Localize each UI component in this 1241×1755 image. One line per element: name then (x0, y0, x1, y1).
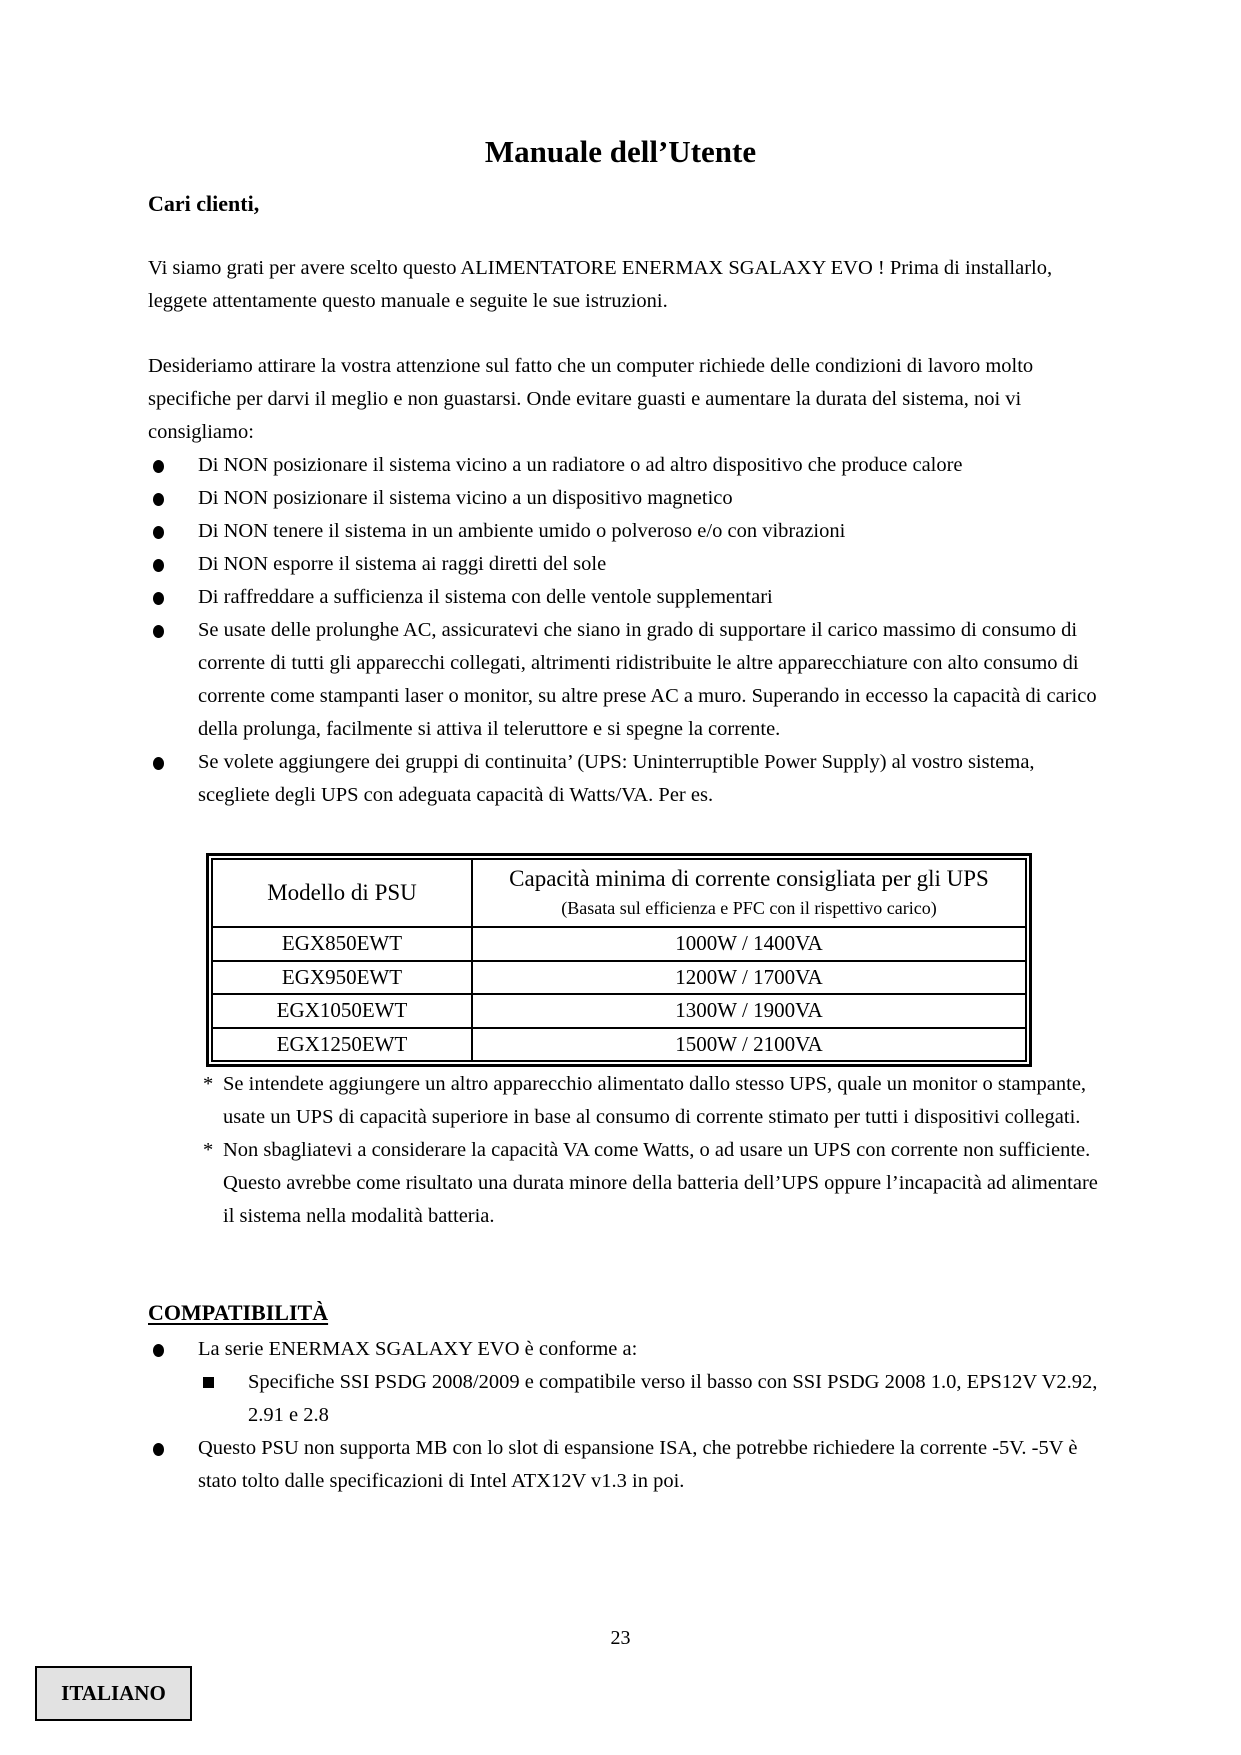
model-cell: EGX1250EWT (212, 1028, 472, 1062)
bullet-icon (153, 625, 164, 638)
asterisk-marker: * (203, 1073, 214, 1095)
ups-capacity-table (206, 853, 1032, 1067)
bullet-icon (153, 1443, 164, 1456)
bullet-icon (153, 592, 164, 605)
list-item: Di NON posizionare il sistema vicino a un dispositivo magnetico (148, 482, 1108, 515)
note-item: * Non sbagliatevi a considerare la capacità VA come Watts, o ad usare un UPS con corrente non sufficiente. Questo avrebbe come risultato una durata minore della batteria dell’UPS oppure l’incapacità ad alimentare il sistema nella modalità batteria. (203, 1134, 1103, 1233)
list-item: Se usate delle prolunghe AC, assicuratevi che siano in grado di supportare il carico massimo di consumo di corrente di tutti gli apparecchi collegati, altrimenti ridistribuite le altre apparecchiature con alto consumo di corrente come stampanti laser o monitor, su altre prese AC a muro. Superando in eccesso la capacità di carico della prolunga, facilmente si attiva il teleruttore e si spegne la corrente. (148, 614, 1108, 746)
capacity-cell: 1000W / 1400VA (472, 927, 1026, 961)
capacity-cell: 1500W / 2100VA (472, 1028, 1026, 1062)
intro-paragraph: Vi siamo grati per avere scelto questo ALIMENTATORE ENERMAX SGALAXY EVO ! Prima di installarlo, leggete attentamente questo manuale e seguite le sue istruzioni. (148, 257, 1053, 312)
list-item: Di NON tenere il sistema in un ambiente umido o polveroso e/o con vibrazioni (148, 515, 1108, 548)
bullet-icon (153, 460, 164, 473)
asterisk-marker: * (203, 1139, 214, 1161)
compatibility-list (148, 1333, 1108, 1498)
compatibility-heading: COMPATIBILITÀ (148, 1300, 329, 1325)
notes-list (203, 1068, 1103, 1233)
model-cell: EGX1050EWT (212, 994, 472, 1028)
page-title: Manuale dell’Utente (484, 134, 757, 169)
bullet-icon (153, 757, 164, 770)
list-item: Di NON posizionare il sistema vicino a un radiatore o ad altro dispositivo che produce calore (148, 449, 1108, 482)
greeting: Cari clienti, (148, 191, 260, 216)
capacity-cell: 1300W / 1900VA (472, 994, 1026, 1028)
table-row (212, 927, 1026, 961)
list-item: La serie ENERMAX SGALAXY EVO è conforme a: Specifiche SSI PSDG 2008/2009 e compatibile verso il basso con SSI PSDG 2008 1.0, EPS12V V2.92, 2.91 e 2.8 (148, 1333, 1108, 1432)
attention-paragraph: Desideriamo attirare la vostra attenzione sul fatto che un computer richiede delle condizioni di lavoro molto specifiche per darvi il meglio e non guastarsi. Onde evitare guasti e aumentare la durata del sistema, noi vi consigliamo: (148, 355, 1034, 443)
bullet-icon (153, 493, 164, 506)
list-item: Di NON esporre il sistema ai raggi diretti del sole (148, 548, 1108, 581)
bullet-icon (153, 1344, 164, 1357)
page-number: 23 (610, 1627, 631, 1649)
table-row (212, 1028, 1026, 1062)
list-item: Questo PSU non supporta MB con lo slot di espansione ISA, che potrebbe richiedere la corrente -5V. -5V è stato tolto dalle specificazioni di Intel ATX12V v1.3 in poi. (148, 1432, 1108, 1498)
sublist-item: Specifiche SSI PSDG 2008/2009 e compatibile verso il basso con SSI PSDG 2008 1.0, EPS12V V2.92, 2.91 e 2.8 (198, 1366, 1108, 1432)
table-row (212, 994, 1026, 1028)
language-tab: ITALIANO (35, 1666, 192, 1721)
note-item: * Se intendete aggiungere un altro apparecchio alimentato dallo stesso UPS, quale un monitor o stampante, usate un UPS di capacità superiore in base al consumo di corrente stimato per tutti i dispositivi collegati. (203, 1068, 1103, 1134)
list-item: Se volete aggiungere dei gruppi di continuita’ (UPS: Uninterruptible Power Supply) al vostro sistema, scegliete degli UPS con adeguata capacità di Watts/VA. Per es. (148, 746, 1108, 812)
model-cell: EGX850EWT (212, 927, 472, 961)
bullet-icon (153, 559, 164, 572)
header-capacity: Capacità minima di corrente consigliata per gli UPS (Basata sul efficienza e PFC con il rispettivo carico) (472, 859, 1026, 927)
compatibility-sublist (198, 1366, 1108, 1432)
capacity-cell: 1200W / 1700VA (472, 961, 1026, 995)
bullet-icon (153, 526, 164, 539)
table-row (212, 961, 1026, 995)
recommendations-list (148, 449, 1108, 812)
model-cell: EGX950EWT (212, 961, 472, 995)
list-item: Di raffreddare a sufficienza il sistema con delle ventole supplementari (148, 581, 1108, 614)
header-model: Modello di PSU (212, 859, 472, 927)
square-bullet-icon (203, 1377, 214, 1388)
